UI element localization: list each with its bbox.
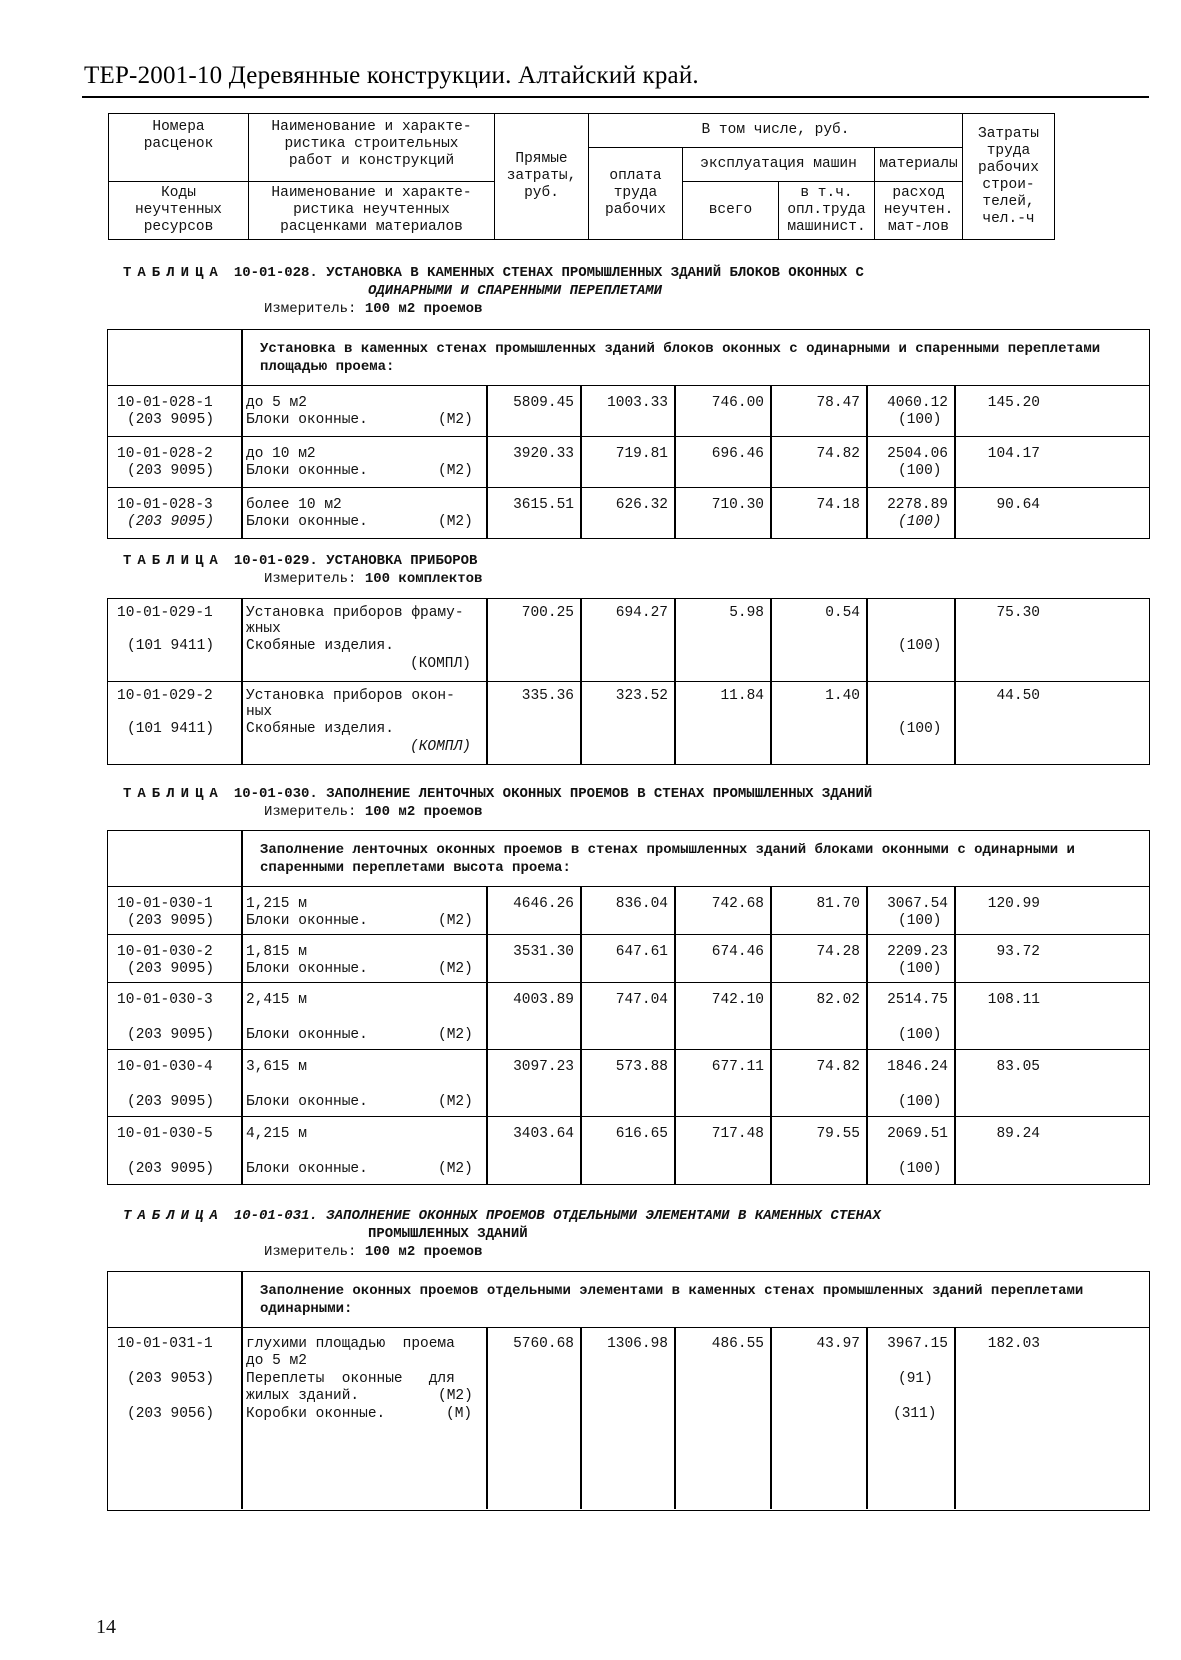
material-name: Блоки оконные.: [246, 1094, 368, 1110]
material-name: Блоки оконные.: [246, 412, 368, 428]
rate-code: 10-01-029-1: [117, 605, 213, 621]
material-cost: 1846.24: [887, 1059, 948, 1075]
material-cost: 2278.89: [887, 497, 948, 513]
table-10-01-031: [107, 1271, 1150, 1511]
table-row: [108, 386, 1149, 437]
table-row: [108, 437, 1149, 488]
column-header-table: [108, 113, 1055, 240]
material-unit: (КОМПЛ): [410, 739, 471, 755]
machine-wage: 78.47: [816, 395, 860, 411]
machine-costs: 717.48: [711, 1126, 764, 1142]
header-materials: материалы: [875, 148, 963, 182]
table-10-01-028: [107, 329, 1150, 539]
material-cost: 2209.23: [887, 944, 948, 960]
work-name: жных: [246, 621, 281, 637]
wage-costs: 694.27: [615, 605, 668, 621]
wage-costs: 747.04: [615, 992, 668, 1008]
material-unit: (КОМПЛ): [410, 656, 471, 672]
rate-code: 10-01-029-2: [117, 688, 213, 704]
header-machines: эксплуатация машин: [683, 148, 875, 182]
machine-wage: 74.28: [816, 944, 860, 960]
material-quantity: (100): [898, 412, 942, 428]
material-unit: (М2): [438, 1027, 473, 1043]
header-direct-costs: Прямые затраты, руб.: [495, 114, 589, 240]
machine-wage: 74.18: [816, 497, 860, 513]
work-name: более 10 м2: [246, 497, 342, 513]
labor-costs: 145.20: [987, 395, 1040, 411]
table-row: [108, 935, 1149, 983]
labor-costs: 44.50: [996, 688, 1040, 704]
labor-costs: 93.72: [996, 944, 1040, 960]
header-machines-total: всего: [683, 182, 779, 240]
direct-costs: 3403.64: [513, 1126, 574, 1142]
wage-costs: 616.65: [615, 1126, 668, 1142]
labor-costs: 120.99: [987, 896, 1040, 912]
wage-costs: 626.32: [615, 497, 668, 513]
material-quantity: (100): [898, 463, 942, 479]
resource-code: (203 9095): [127, 961, 215, 977]
material-name: Блоки оконные.: [246, 514, 368, 530]
material-cost: 4060.12: [887, 395, 948, 411]
work-name: ных: [246, 704, 273, 720]
direct-costs: 5809.45: [513, 395, 574, 411]
table-caption-031: ТАБЛИЦА 10-01-031. ЗАПОЛНЕНИЕ ОКОННЫХ ПРОЕМОВ ОТДЕЛЬНЫМИ ЭЛЕМЕНТАМИ В КАМЕННЫХ СТЕНАХ ПРОМЫШЛЕННЫХ ЗДАНИЙ Измеритель: 100 м2 проемов: [123, 1208, 881, 1260]
work-name: глухими площадью проема: [246, 1336, 455, 1352]
resource-code: (203 9095): [127, 412, 215, 428]
material-name: Коробки оконные.: [246, 1406, 386, 1422]
machine-wage: 74.82: [816, 446, 860, 462]
wage-costs: 1003.33: [607, 395, 668, 411]
material-cost: 2514.75: [887, 992, 948, 1008]
material-name: Блоки оконные.: [246, 961, 368, 977]
material-unit: (М2): [438, 961, 473, 977]
material-name: Блоки оконные.: [246, 463, 368, 479]
table-row: [108, 887, 1149, 935]
material-name: Блоки оконные.: [246, 1161, 368, 1177]
work-name: 1,815 м: [246, 944, 307, 960]
work-name: до 10 м2: [246, 446, 316, 462]
machine-wage: 0.54: [825, 605, 860, 621]
labor-costs: 83.05: [996, 1059, 1040, 1075]
machine-costs: 11.84: [720, 688, 764, 704]
wage-costs: 719.81: [615, 446, 668, 462]
table-intro: Заполнение оконных проемов отдельными элементами в каменных стенах промышленных зданий переплетами одинарными:: [108, 1272, 1149, 1328]
table-caption-028: ТАБЛИЦА 10-01-028. УСТАНОВКА В КАМЕННЫХ СТЕНАХ ПРОМЫШЛЕННЫХ ЗДАНИЙ БЛОКОВ ОКОННЫХ С ОДИНАРНЫМИ И СПАРЕННЫМИ ПЕРЕПЛЕТАМИ Измеритель: 100 м2 проемов: [123, 265, 864, 317]
labor-costs: 108.11: [987, 992, 1040, 1008]
material-cost: 3967.15: [887, 1336, 948, 1352]
wage-costs: 647.61: [615, 944, 668, 960]
material-unit: (М2): [438, 514, 473, 530]
material-unit: (М2): [438, 913, 473, 929]
machine-costs: 674.46: [711, 944, 764, 960]
direct-costs: 3097.23: [513, 1059, 574, 1075]
machine-costs: 742.68: [711, 896, 764, 912]
material-cost: 3067.54: [887, 896, 948, 912]
rate-code: 10-01-030-4: [117, 1059, 213, 1075]
resource-code: (203 9095): [127, 463, 215, 479]
resource-code: (203 9056): [127, 1406, 215, 1422]
direct-costs: 700.25: [521, 605, 574, 621]
machine-wage: 1.40: [825, 688, 860, 704]
machine-wage: 81.70: [816, 896, 860, 912]
table-row: [108, 1328, 1149, 1509]
table-intro: Заполнение ленточных оконных проемов в стенах промышленных зданий блоками оконными с одинарными и спаренными переплетами высота проема:: [108, 831, 1149, 887]
table-row: [108, 488, 1149, 538]
resource-code: (203 9053): [127, 1371, 215, 1387]
wage-costs: 836.04: [615, 896, 668, 912]
material-cost: 2069.51: [887, 1126, 948, 1142]
rate-code: 10-01-028-3: [117, 497, 213, 513]
table-row: [108, 983, 1149, 1050]
title-rule: [82, 96, 1149, 98]
machine-costs: 746.00: [711, 395, 764, 411]
header-material-names: Наименование и характе- ристика неучтенных расценками материалов: [249, 182, 495, 240]
resource-code: (203 9095): [127, 913, 215, 929]
material-quantity: (100): [898, 638, 942, 654]
material-unit: (М2): [438, 412, 473, 428]
direct-costs: 3615.51: [513, 497, 574, 513]
material-quantity: (100): [898, 1161, 942, 1177]
material-unit: (М2): [438, 1094, 473, 1110]
rate-code: 10-01-030-3: [117, 992, 213, 1008]
header-work-name: Наименование и характе- ристика строительных работ и конструкций: [249, 114, 495, 182]
resource-code: (101 9411): [127, 721, 215, 737]
header-machines-wage: в т.ч. опл.труда машинист.: [779, 182, 875, 240]
direct-costs: 4646.26: [513, 896, 574, 912]
rate-code: 10-01-031-1: [117, 1336, 213, 1352]
material-quantity: (100): [898, 1094, 942, 1110]
material-quantity: (100): [898, 913, 942, 929]
material-name: Скобяные изделия.: [246, 638, 394, 654]
table-caption-029: ТАБЛИЦА 10-01-029. УСТАНОВКА ПРИБОРОВ Измеритель: 100 комплектов: [123, 553, 483, 587]
work-name: 3,615 м: [246, 1059, 307, 1075]
work-name: Установка приборов фраму-: [246, 605, 464, 621]
labor-costs: 75.30: [996, 605, 1040, 621]
table-row: [108, 1117, 1149, 1184]
rate-code: 10-01-030-5: [117, 1126, 213, 1142]
wage-costs: 1306.98: [607, 1336, 668, 1352]
material-name: Блоки оконные.: [246, 913, 368, 929]
table-row: [108, 682, 1149, 764]
header-wages: оплата труда рабочих: [589, 148, 683, 240]
material-name: Переплеты оконные для: [246, 1371, 455, 1387]
material-quantity: (100): [898, 721, 942, 737]
document-title: ТЕР-2001-10 Деревянные конструкции. Алтайский край.: [84, 62, 699, 89]
rate-code: 10-01-028-1: [117, 395, 213, 411]
material-unit: (М2): [438, 1388, 473, 1404]
table-10-01-029: [107, 598, 1150, 765]
work-name: 4,215 м: [246, 1126, 307, 1142]
machine-wage: 82.02: [816, 992, 860, 1008]
machine-costs: 742.10: [711, 992, 764, 1008]
direct-costs: 335.36: [521, 688, 574, 704]
machine-wage: 74.82: [816, 1059, 860, 1075]
machine-costs: 677.11: [711, 1059, 764, 1075]
direct-costs: 4003.89: [513, 992, 574, 1008]
wage-costs: 573.88: [615, 1059, 668, 1075]
machine-wage: 43.97: [816, 1336, 860, 1352]
direct-costs: 3920.33: [513, 446, 574, 462]
material-quantity: (91): [898, 1371, 933, 1387]
resource-code: (203 9095): [127, 1027, 215, 1043]
work-name: до 5 м2: [246, 395, 307, 411]
labor-costs: 89.24: [996, 1126, 1040, 1142]
labor-costs: 182.03: [987, 1336, 1040, 1352]
table-intro: Установка в каменных стенах промышленных зданий блоков оконных с одинарными и спаренными переплетами площадью проема:: [108, 330, 1149, 386]
material-unit: (М2): [438, 463, 473, 479]
table-row: [108, 599, 1149, 682]
material-unit: (М): [446, 1406, 473, 1422]
header-resource-codes: Коды неучтенных ресурсов: [109, 182, 249, 240]
header-including: В том числе, руб.: [589, 114, 963, 148]
machine-costs: 696.46: [711, 446, 764, 462]
material-name: жилых зданий.: [246, 1388, 360, 1404]
header-code-numbers: Номера расценок: [109, 114, 249, 182]
header-material-use: расход неучтен. мат-лов: [875, 182, 963, 240]
rate-code: 10-01-030-1: [117, 896, 213, 912]
work-name: до 5 м2: [246, 1353, 307, 1369]
table-caption-030: ТАБЛИЦА 10-01-030. ЗАПОЛНЕНИЕ ЛЕНТОЧНЫХ ОКОННЫХ ПРОЕМОВ В СТЕНАХ ПРОМЫШЛЕННЫХ ЗДАНИЙ Измеритель: 100 м2 проемов: [123, 786, 873, 820]
material-quantity: (311): [893, 1406, 937, 1422]
work-name: 2,415 м: [246, 992, 307, 1008]
rate-code: 10-01-028-2: [117, 446, 213, 462]
machine-wage: 79.55: [816, 1126, 860, 1142]
material-cost: 2504.06: [887, 446, 948, 462]
page-number: 14: [96, 1616, 116, 1638]
resource-code: (101 9411): [127, 638, 215, 654]
material-quantity: (100): [898, 961, 942, 977]
labor-costs: 90.64: [996, 497, 1040, 513]
wage-costs: 323.52: [615, 688, 668, 704]
direct-costs: 3531.30: [513, 944, 574, 960]
resource-code: (203 9095): [127, 1161, 215, 1177]
direct-costs: 5760.68: [513, 1336, 574, 1352]
resource-code: (203 9095): [127, 1094, 215, 1110]
material-name: Скобяные изделия.: [246, 721, 394, 737]
resource-code: (203 9095): [127, 514, 215, 530]
table-row: [108, 1050, 1149, 1117]
labor-costs: 104.17: [987, 446, 1040, 462]
material-name: Блоки оконные.: [246, 1027, 368, 1043]
machine-costs: 486.55: [711, 1336, 764, 1352]
machine-costs: 5.98: [729, 605, 764, 621]
machine-costs: 710.30: [711, 497, 764, 513]
work-name: Установка приборов окон-: [246, 688, 455, 704]
header-labor-costs: Затраты труда рабочих строи- телей, чел.-ч: [963, 114, 1055, 240]
material-quantity: (100): [898, 514, 942, 530]
rate-code: 10-01-030-2: [117, 944, 213, 960]
table-10-01-030: [107, 830, 1150, 1185]
material-unit: (М2): [438, 1161, 473, 1177]
work-name: 1,215 м: [246, 896, 307, 912]
material-quantity: (100): [898, 1027, 942, 1043]
